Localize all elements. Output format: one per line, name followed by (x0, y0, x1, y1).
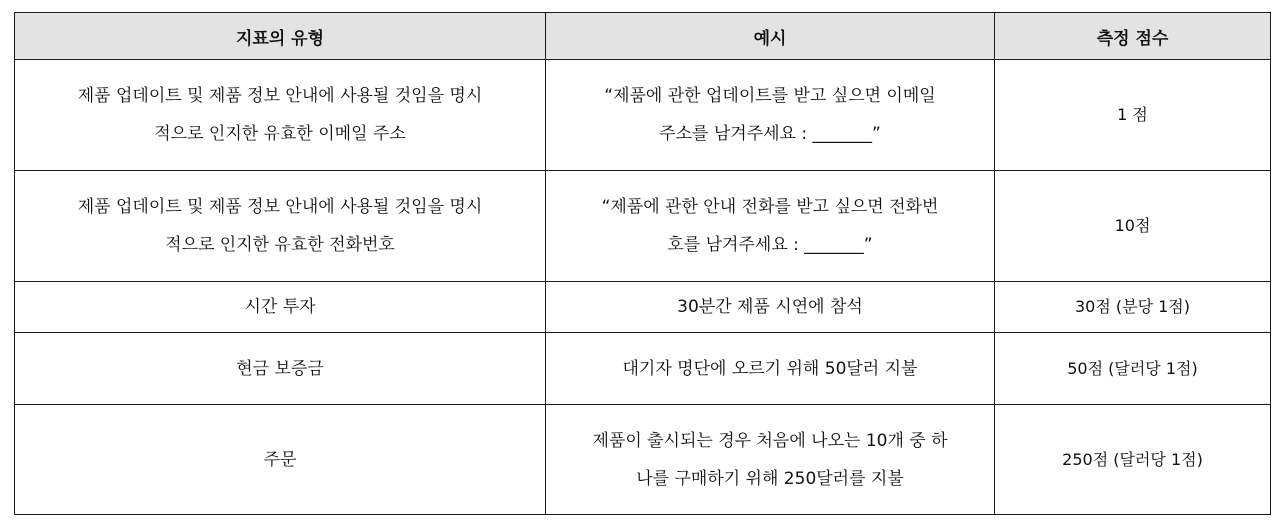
cell-score: 250점 (달러당 1점) (995, 405, 1271, 515)
cell-type (15, 60, 546, 171)
cell-example (546, 60, 995, 171)
cell-text-line: 제품 업데이트 및 제품 정보 안내에 사용될 것임을 명시 (77, 86, 483, 106)
cell-text-line: 주소를 남겨주세요 : _______” (659, 124, 881, 144)
table-row (15, 282, 1271, 333)
cell-score: 30점 (분당 1점) (995, 282, 1271, 333)
cell-text-line: 적으로 인지한 유효한 이메일 주소 (154, 124, 406, 144)
header-example: 예시 (546, 13, 995, 60)
cell-score: 10점 (995, 171, 1271, 282)
cell-type: 현금 보증금 (15, 333, 546, 405)
cell-type (15, 171, 546, 282)
cell-type: 주문 (15, 405, 546, 515)
cell-example: 30분간 제품 시연에 참석 (546, 282, 995, 333)
cell-score: 50점 (달러당 1점) (995, 333, 1271, 405)
table-row (15, 171, 1271, 282)
cell-example (546, 405, 995, 515)
table-header (15, 13, 1271, 60)
table-row (15, 60, 1271, 171)
cell-example (546, 171, 995, 282)
metrics-table-container (14, 12, 1270, 515)
header-type: 지표의 유형 (15, 13, 546, 60)
cell-text-line: 나를 구매하기 위해 250달러를 지불 (636, 468, 904, 489)
header-row (15, 13, 1271, 60)
cell-example: 대기자 명단에 오르기 위해 50달러 지불 (546, 333, 995, 405)
cell-text-line: “제품에 관한 업데이트를 받고 싶으면 이메일 (604, 86, 936, 106)
cell-text-line: 호를 남겨주세요 : _______” (667, 235, 873, 255)
table-body (15, 60, 1271, 515)
cell-text-line: 제품 업데이트 및 제품 정보 안내에 사용될 것임을 명시 (77, 197, 483, 217)
cell-text-line: 적으로 인지한 유효한 전화번호 (165, 235, 395, 255)
metrics-table (14, 12, 1271, 515)
table-row (15, 333, 1271, 405)
header-score: 측정 점수 (995, 13, 1271, 60)
cell-text-line: 제품이 출시되는 경우 처음에 나오는 10개 중 하 (592, 430, 948, 451)
cell-score: 1 점 (995, 60, 1271, 171)
cell-text-line: “제품에 관한 안내 전화를 받고 싶으면 전화번 (601, 197, 939, 217)
table-row (15, 405, 1271, 515)
cell-type: 시간 투자 (15, 282, 546, 333)
